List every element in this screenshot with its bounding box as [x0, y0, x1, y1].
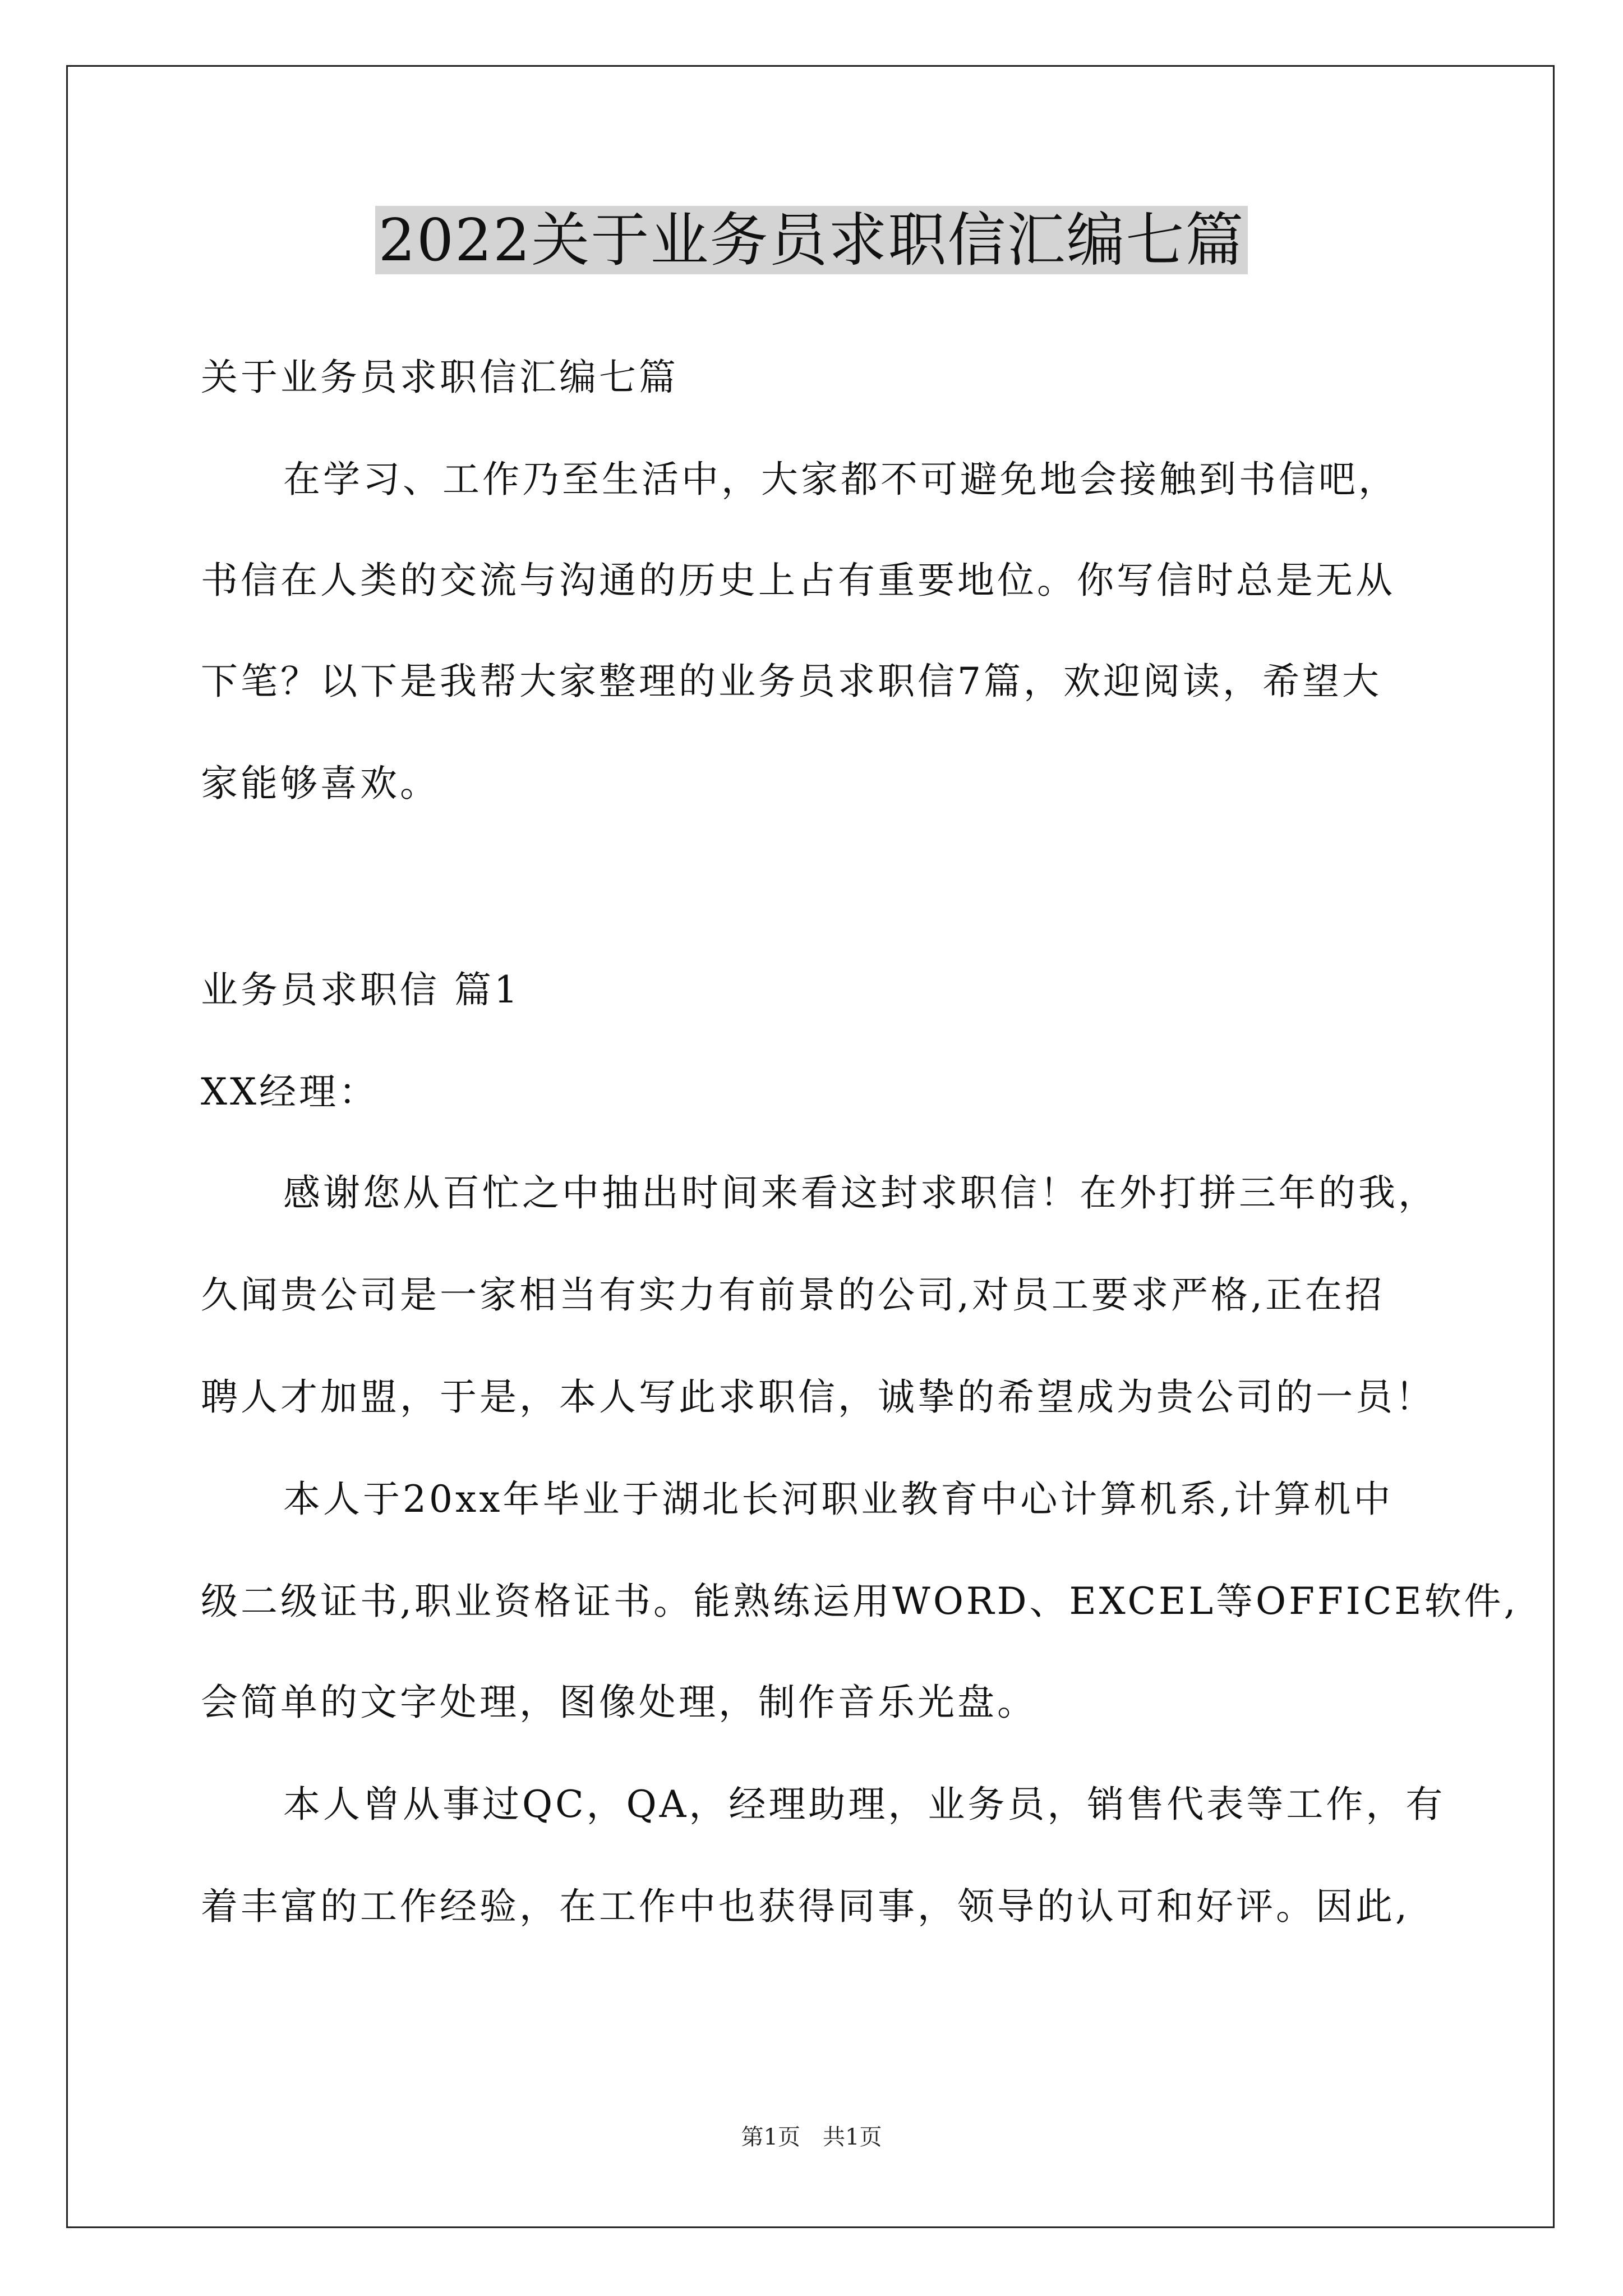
- body-line-7: 本人曾从事过QC，QA，经理助理，业务员，销售代表等工作，有: [283, 1783, 1446, 1826]
- body-line-5: 级二级证书,职业资格证书。能熟练运用WORD、EXCEL等OFFICE软件,: [201, 1580, 1519, 1623]
- document-subtitle: 关于业务员求职信汇编七篇: [201, 356, 679, 399]
- document-title: 2022关于业务员求职信汇编七篇: [0, 201, 1623, 279]
- intro-line-1: 在学习、工作乃至生活中，大家都不可避免地会接触到书信吧，: [283, 458, 1398, 501]
- intro-line-3: 下笔？以下是我帮大家整理的业务员求职信7篇，欢迎阅读，希望大: [201, 660, 1382, 703]
- body-line-6: 会简单的文字处理，图像处理，制作音乐光盘。: [201, 1681, 1037, 1724]
- body-line-3: 聘人才加盟，于是，本人写此求职信，诚挚的希望成为贵公司的一员！: [201, 1375, 1435, 1419]
- body-line-4: 本人于20xx年毕业于湖北长河职业教育中心计算机系,计算机中: [283, 1478, 1394, 1521]
- body-line-1: 感谢您从百忙之中抽出时间来看这封求职信！在外打拼三年的我，: [283, 1171, 1438, 1214]
- body-line-2: 久闻贵公司是一家相当有实力有前景的公司,对员工要求严格,正在招: [201, 1273, 1385, 1317]
- page-footer: 第1页 共1页: [741, 2124, 882, 2150]
- intro-line-4: 家能够喜欢。: [201, 762, 440, 805]
- section-heading: 业务员求职信 篇1: [201, 968, 520, 1011]
- salutation: XX经理：: [201, 1070, 379, 1114]
- intro-line-2: 书信在人类的交流与沟通的历史上占有重要地位。你写信时总是无从: [201, 559, 1395, 602]
- body-line-8: 着丰富的工作经验，在工作中也获得同事，领导的认可和好评。因此,: [201, 1885, 1410, 1928]
